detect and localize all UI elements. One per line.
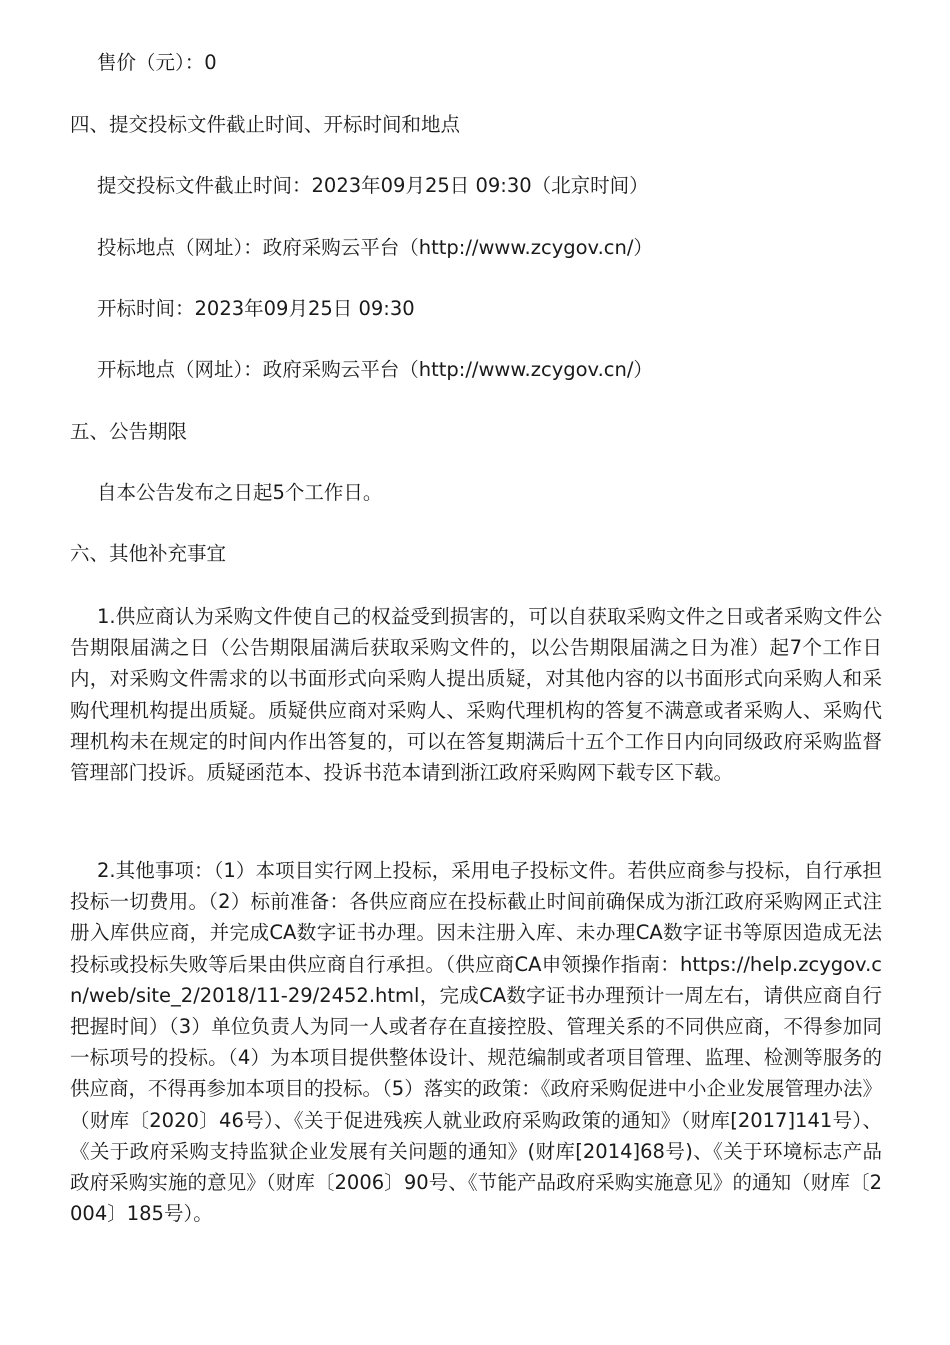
notice-period-text: 自本公告发布之日起5个工作日。 — [97, 481, 383, 504]
other-matters-paragraph: 2.其他事项：（1）本项目实行网上投标，采用电子投标文件。若供应商参与投标，自行承担投标一切费用。（2）标前准备：各供应商应在投标截止时间前确保成为浙江政府采购网正式注册入库供应商，并完成CA数字证书办理。因未注册入库、未办理CA数字证书等原因造成无法投标或投标失败等后果由供应商自行承担。（供应商CA申领操作指南：https://help.zcygov.cn/web/site_2/2018/11-29/2452.html，完成CA数字证书办理预计一周左右，请供应商自行把握时间）（3）单位负责人为同一人或者存在直接控股、管理关系的不同供应商，不得参加同一标项号的投标。（4）为本项目提供整体设计、规范编制或者项目管理、监理、检测等服务的供应商，不得再参加本项目的投标。（5）落实的政策：《政府采购促进中小企业发展管理办法》（财库〔2020〕46号）、《关于促进残疾人就业政府采购政策的通知》（财库[2017]141号）、《关于政府采购支持监狱企业发展有关问题的通知》(财库[2014]68号)、《关于环境标志产品政府采购实施的意见》（财库〔2006〕90号、《节能产品政府采购实施意见》的通知（财库〔2004〕185号）。 — [70, 859, 882, 1226]
bid-location: 投标地点（网址）：政府采购云平台（http://www.zcygov.cn/） — [97, 236, 653, 259]
bid-deadline: 提交投标文件截止时间：2023年09月25日 09:30（北京时间） — [97, 174, 649, 197]
section5-heading: 五、公告期限 — [70, 420, 188, 443]
opening-location: 开标地点（网址）：政府采购云平台（http://www.zcygov.cn/） — [97, 358, 653, 381]
section6-heading: 六、其他补充事宜 — [70, 542, 227, 565]
section4-heading: 四、提交投标文件截止时间、开标时间和地点 — [70, 113, 461, 136]
price-line: 售价（元）：0 — [97, 51, 217, 74]
challenge-paragraph: 1.供应商认为采购文件使自己的权益受到损害的，可以自获取采购文件之日或者采购文件公告期限届满之日（公告期限届满后获取采购文件的，以公告期限届满之日为准）起7个工作日内，对采购文件需求的以书面形式向采购人提出质疑，对其他内容的以书面形式向采购人和采购代理机构提出质疑。质疑供应商对采购人、采购代理机构的答复不满意或者采购人、采购代理机构未在规定的时间内作出答复的，可以在答复期满后十五个工作日内向同级政府采购监督管理部门投诉。质疑函范本、投诉书范本请到浙江政府采购网下载专区下载。 — [70, 605, 882, 785]
opening-time: 开标时间：2023年09月25日 09:30 — [97, 297, 415, 320]
